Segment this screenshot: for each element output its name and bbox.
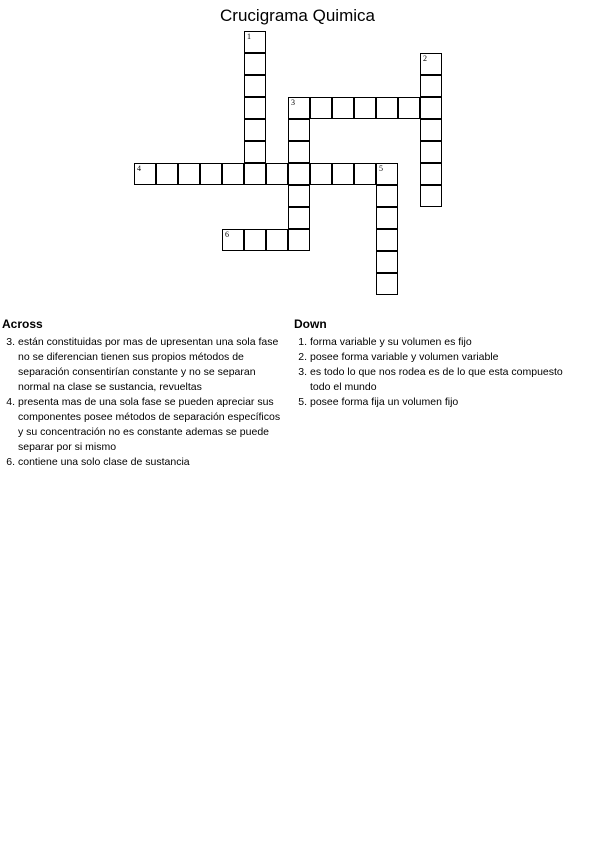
clue-text: contiene una solo clase de sustancia bbox=[18, 456, 190, 468]
crossword-cell[interactable] bbox=[288, 229, 310, 251]
crossword-cell[interactable] bbox=[222, 229, 244, 251]
crossword-cell[interactable] bbox=[244, 141, 266, 163]
puzzle-title: Crucigrama Quimica bbox=[220, 6, 375, 25]
clue-number: 6. bbox=[6, 456, 15, 468]
crossword-cell[interactable] bbox=[134, 163, 156, 185]
clue-item bbox=[2, 455, 287, 470]
clue-item bbox=[294, 365, 579, 395]
crossword-cell[interactable] bbox=[354, 97, 376, 119]
down-heading: Down bbox=[294, 317, 327, 331]
crossword-cell[interactable] bbox=[244, 75, 266, 97]
crossword-cell[interactable] bbox=[310, 97, 332, 119]
crossword-cell[interactable] bbox=[244, 119, 266, 141]
clue-number: 4. bbox=[6, 396, 15, 408]
across-heading: Across bbox=[2, 317, 43, 331]
crossword-cell[interactable] bbox=[420, 97, 442, 119]
crossword-cell[interactable] bbox=[244, 163, 266, 185]
crossword-cell[interactable] bbox=[288, 163, 310, 185]
clue-item bbox=[294, 395, 579, 410]
clue-text: es todo lo que nos rodea es de lo que esta compuesto todo el mundo bbox=[310, 366, 563, 393]
crossword-cell[interactable] bbox=[244, 97, 266, 119]
crossword-cell[interactable] bbox=[156, 163, 178, 185]
cell-number: 4 bbox=[137, 164, 141, 173]
clue-text: posee forma variable y volumen variable bbox=[310, 351, 499, 363]
cell-number: 1 bbox=[247, 32, 251, 41]
clue-text: presenta mas de una sola fase se pueden apreciar sus componentes posee métodos de separación específicos y su concentración no es constante ademas se puede separar por si mismo bbox=[18, 396, 281, 453]
crossword-cell[interactable] bbox=[200, 163, 222, 185]
crossword-cell[interactable] bbox=[244, 31, 266, 53]
crossword-cell[interactable] bbox=[376, 163, 398, 185]
clue-number: 2. bbox=[298, 351, 307, 363]
down-clues-column bbox=[294, 317, 579, 410]
clue-item bbox=[2, 335, 287, 395]
crossword-cell[interactable] bbox=[376, 229, 398, 251]
across-clues-column bbox=[2, 317, 287, 470]
crossword-cell[interactable] bbox=[376, 97, 398, 119]
crossword-cell[interactable] bbox=[288, 97, 310, 119]
cell-number: 3 bbox=[291, 98, 295, 107]
crossword-cell[interactable] bbox=[288, 141, 310, 163]
crossword-cell[interactable] bbox=[376, 273, 398, 295]
crossword-cell[interactable] bbox=[420, 53, 442, 75]
crossword-cell[interactable] bbox=[266, 229, 288, 251]
crossword-cell[interactable] bbox=[420, 75, 442, 97]
clue-text: posee forma fija un volumen fijo bbox=[310, 396, 459, 408]
crossword-cell[interactable] bbox=[178, 163, 200, 185]
clue-item bbox=[294, 350, 579, 365]
crossword-cell[interactable] bbox=[332, 97, 354, 119]
crossword-cell[interactable] bbox=[222, 163, 244, 185]
crossword-cell[interactable] bbox=[420, 163, 442, 185]
crossword-cell[interactable] bbox=[398, 97, 420, 119]
crossword-cell[interactable] bbox=[376, 207, 398, 229]
crossword-cell[interactable] bbox=[354, 163, 376, 185]
crossword-cell[interactable] bbox=[376, 251, 398, 273]
clue-number: 1. bbox=[298, 336, 307, 348]
crossword-cell[interactable] bbox=[288, 207, 310, 229]
crossword-grid bbox=[0, 0, 595, 300]
cell-number: 6 bbox=[225, 230, 229, 239]
crossword-cell[interactable] bbox=[288, 119, 310, 141]
clue-text: forma variable y su volumen es fijo bbox=[310, 336, 472, 348]
clue-item bbox=[294, 335, 579, 350]
cell-number: 5 bbox=[379, 164, 383, 173]
clue-text: están constituidas por mas de upresentan una sola fase no se diferencian tienen sus propios métodos de separación consentirían constante y no se separan normal na clase se sustancia, revueltas bbox=[18, 336, 279, 393]
cell-number: 2 bbox=[423, 54, 427, 63]
clue-number: 5. bbox=[298, 396, 307, 408]
crossword-cell[interactable] bbox=[244, 229, 266, 251]
crossword-cell[interactable] bbox=[244, 53, 266, 75]
clue-number: 3. bbox=[6, 336, 15, 348]
crossword-cell[interactable] bbox=[420, 141, 442, 163]
down-clue-list bbox=[294, 335, 579, 410]
clue-number: 3. bbox=[298, 366, 307, 378]
crossword-cell[interactable] bbox=[332, 163, 354, 185]
crossword-cell[interactable] bbox=[376, 185, 398, 207]
clue-item bbox=[2, 395, 287, 455]
crossword-cell[interactable] bbox=[288, 185, 310, 207]
crossword-cell[interactable] bbox=[266, 163, 288, 185]
across-clue-list bbox=[2, 335, 287, 470]
crossword-cell[interactable] bbox=[420, 185, 442, 207]
crossword-cell[interactable] bbox=[420, 119, 442, 141]
crossword-cell[interactable] bbox=[310, 163, 332, 185]
